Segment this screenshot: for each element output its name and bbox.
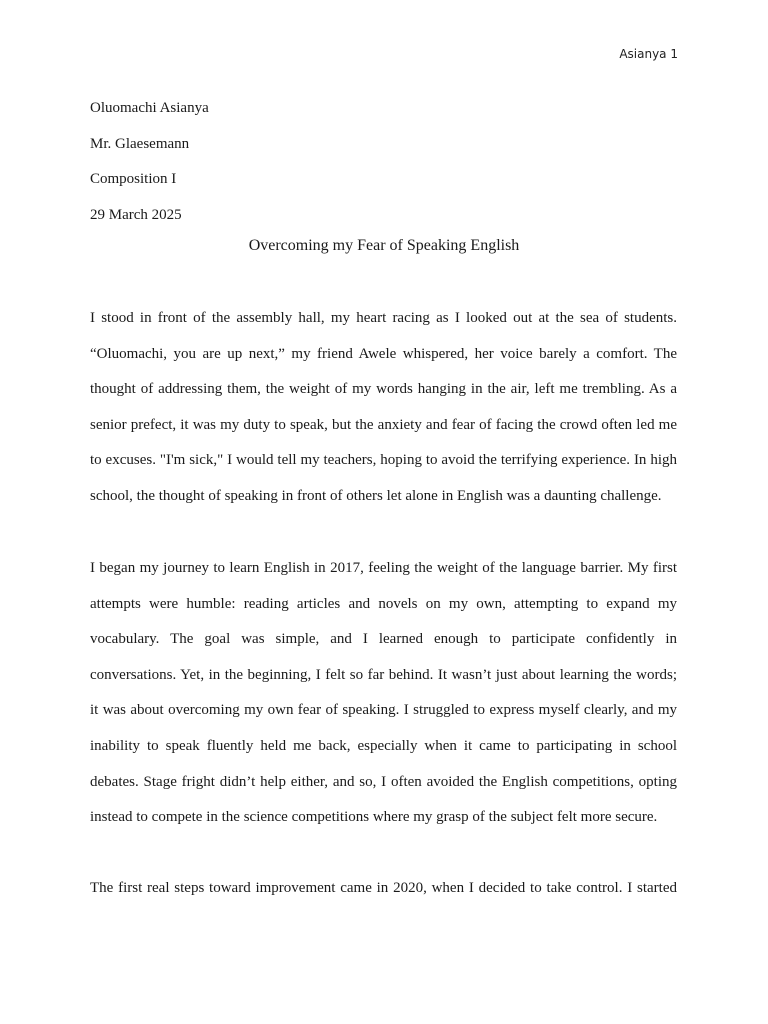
course-name: Composition I xyxy=(90,171,177,187)
body-paragraph-1: I stood in front of the assembly hall, my heart racing as I looked out at the sea of students. “Oluomachi, you are up next,” my friend Awele whispered, her voice barely a comfort. The thought of addressing them, the weight of my words hanging in the air, left me trembling. As a senior prefect, it was my duty to speak, but the anxiety and fear of facing the crowd often led me to excuses. "I'm sick," I would tell my teachers, hoping to avoid the terrifying experience. In high school, the thought of speaking in front of others let alone in English was a daunting challenge. xyxy=(90,310,677,504)
running-header: Asianya 1 xyxy=(619,47,678,61)
essay-date: 29 March 2025 xyxy=(90,206,182,223)
essay-title: Overcoming my Fear of Speaking English xyxy=(248,237,520,254)
body-paragraph-2: I began my journey to learn English in 2017, feeling the weight of the language barrier. My first attempts were humble: reading articles and novels on my own, attempting to expand my vocabulary. The goal was simple, and I learned enough to participate confidently in conversations. Yet, in the beginning, I felt so far behind. It wasn’t just about learning the words; it was about overcoming my own fear of speaking. I struggled to express myself clearly, and my inability to speak fluently held me back, especially when it came to participating in school debates. Stage fright didn’t help either, and so, I often avoided the English competitions, opting instead to compete in the science competitions where my grasp of the subject felt more secure. xyxy=(90,560,677,826)
instructor-name: Mr. Glaesemann xyxy=(90,135,190,152)
body-paragraph-3: The first real steps toward improvement came in 2020, when I decided to take control. I started xyxy=(90,880,677,896)
student-name: Oluomachi Asianya xyxy=(90,100,209,116)
mla-heading xyxy=(90,91,678,233)
